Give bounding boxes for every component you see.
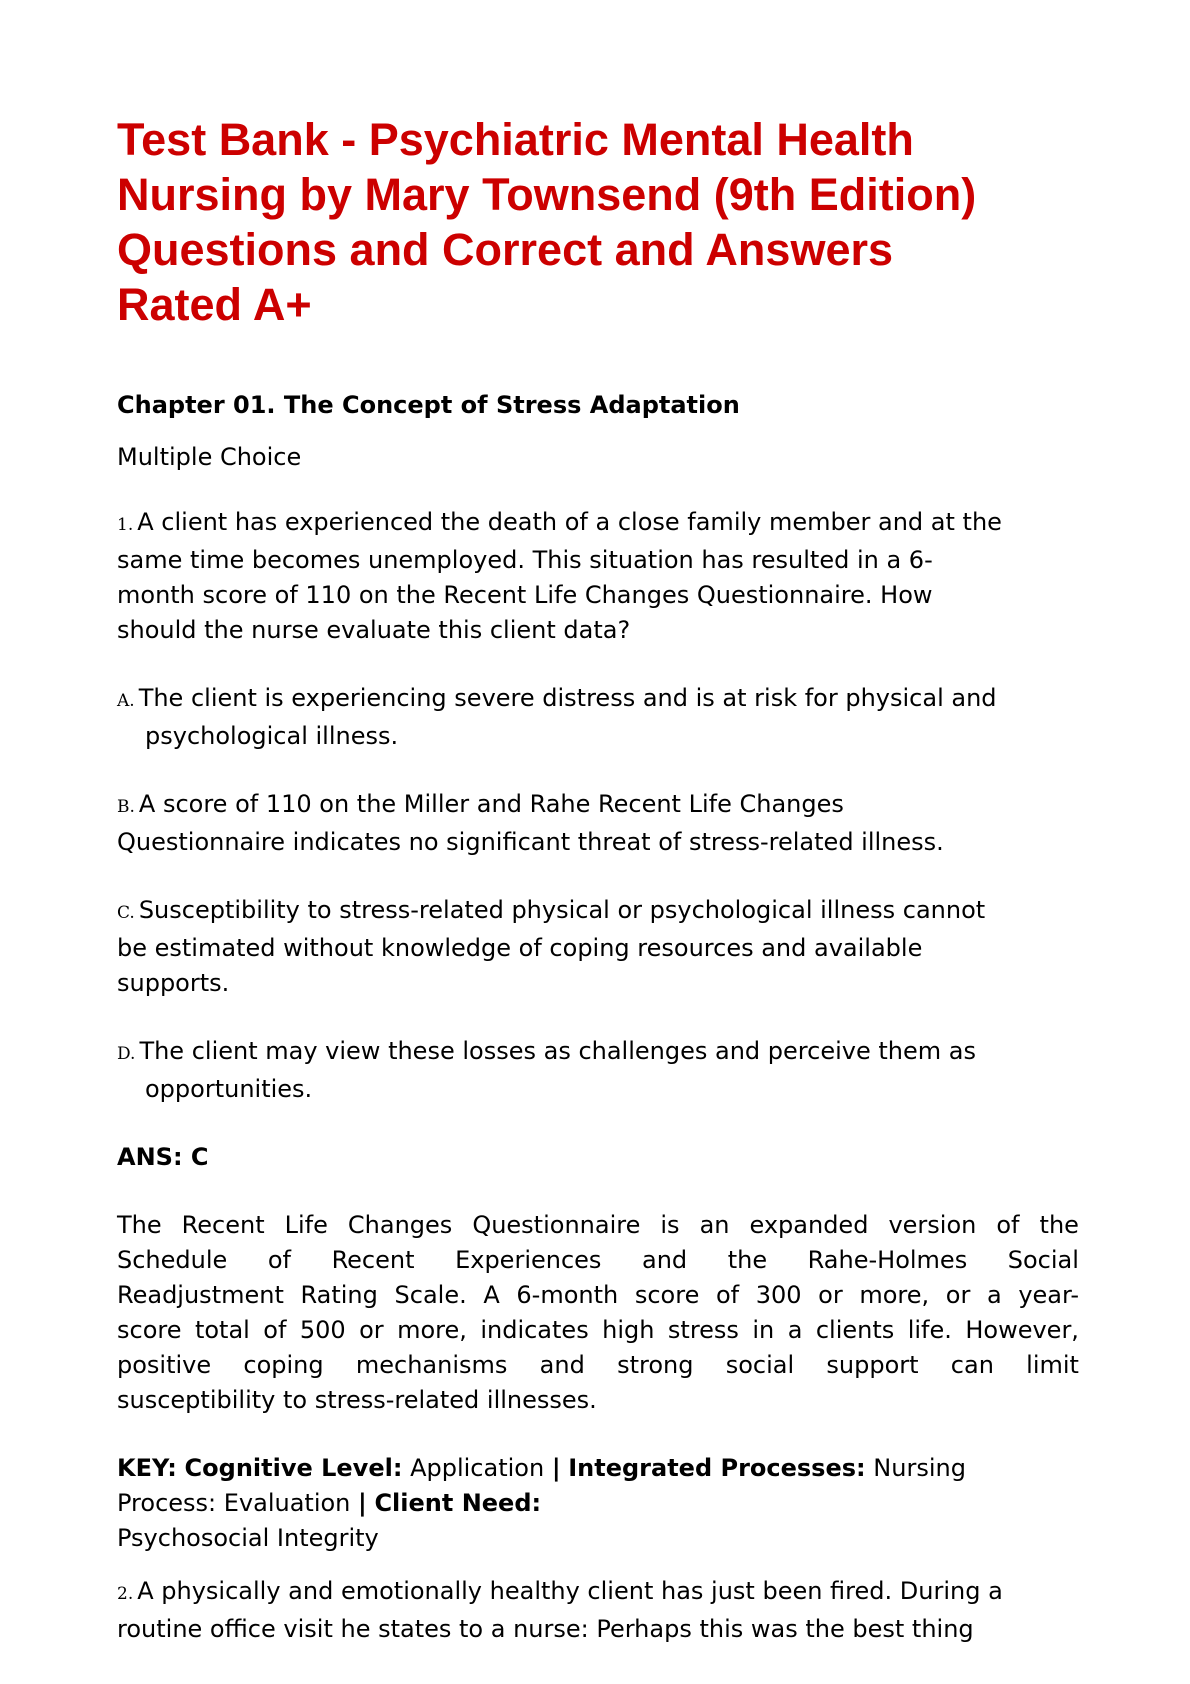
rationale-line: susceptibility to stress-related illnesses.: [117, 1386, 597, 1414]
rationale-word: Questionnaire: [472, 1211, 641, 1239]
rationale-word: in: [752, 1316, 775, 1344]
rationale-word: Changes: [347, 1211, 453, 1239]
key-label: KEY:: [117, 1454, 177, 1482]
integrated-processes-label: Integrated Processes:: [568, 1454, 866, 1482]
rationale-word: year-: [1018, 1281, 1079, 1309]
rationale-word: total: [194, 1316, 250, 1344]
rationale: [117, 1208, 1079, 1418]
rationale-word: more,: [859, 1281, 930, 1309]
rationale-word: Schedule: [117, 1246, 228, 1274]
rationale-word: score: [634, 1281, 700, 1309]
rationale-word: an: [699, 1211, 730, 1239]
question-line: 2. A physically and emotionally healthy client has just been fired. During a: [117, 1577, 1003, 1605]
rationale-line: [117, 1208, 1079, 1243]
rationale-word: The: [117, 1211, 162, 1239]
rationale-word: expanded: [749, 1211, 869, 1239]
rationale-word: life.: [907, 1316, 952, 1344]
rationale-word: the: [1039, 1211, 1079, 1239]
cognitive-level-label: Cognitive Level:: [184, 1454, 403, 1482]
integrated-processes-value: Process: Evaluation: [117, 1489, 351, 1517]
question-line: same time becomes unemployed. This situation has resulted in a 6-: [117, 546, 933, 574]
choice-b: B. A score of 110 on the Miller and Rahe Recent Life Changes Questionnaire indicates no significant threat of stress-related illness.: [117, 790, 944, 856]
client-need-label: Client Need:: [374, 1489, 542, 1517]
rationale-word: strong: [617, 1351, 694, 1379]
rationale-word: a: [986, 1281, 1002, 1309]
choice-letter: D.: [117, 1044, 136, 1064]
rationale-word: Social: [1007, 1246, 1079, 1274]
key-metadata: [117, 1451, 1077, 1556]
question-number: 1.: [117, 515, 134, 535]
choice-a: A. The client is experiencing severe distress and is at risk for physical and psychological illness.: [117, 684, 997, 750]
rationale-word: coping: [243, 1351, 324, 1379]
rationale-line: [117, 1243, 1079, 1278]
rationale-word: of: [267, 1246, 291, 1274]
rationale-word: version: [888, 1211, 977, 1239]
question-line: should the nurse evaluate this client data?: [117, 616, 631, 644]
rationale-word: support: [826, 1351, 919, 1379]
page-content: [117, 112, 1077, 1647]
rationale-word: mechanisms: [355, 1351, 508, 1379]
rationale-word: more,: [397, 1316, 467, 1344]
rationale-word: A: [483, 1281, 500, 1309]
rationale-word: or: [945, 1281, 971, 1309]
question-line: month score of 110 on the Recent Life Changes Questionnaire. How: [117, 581, 933, 609]
rationale-word: limit: [1026, 1351, 1079, 1379]
question-number: 2.: [117, 1584, 134, 1604]
document-title: [117, 112, 1077, 332]
answer: ANS: C: [117, 1143, 209, 1171]
choice-letter: A.: [117, 691, 135, 711]
rationale-word: and: [641, 1246, 688, 1274]
title-line: Rated A+: [117, 279, 312, 330]
rationale-word: Readjustment: [117, 1281, 284, 1309]
rationale-word: the: [727, 1246, 768, 1274]
rationale-word: stress: [667, 1316, 739, 1344]
rationale-word: or: [359, 1316, 384, 1344]
separator: |: [358, 1489, 367, 1517]
rationale-word: is: [660, 1211, 680, 1239]
cognitive-level-value: Application: [410, 1454, 545, 1482]
title-line: Nursing by Mary Townsend (9th Edition): [117, 169, 977, 220]
rationale-word: high: [602, 1316, 655, 1344]
question-line: 1. A client has experienced the death of a close family member and at the: [117, 508, 1002, 536]
rationale-word: indicates: [480, 1316, 589, 1344]
rationale-word: a: [787, 1316, 803, 1344]
rationale-word: Rahe-Holmes: [807, 1246, 968, 1274]
rationale-word: Recent: [181, 1211, 265, 1239]
choice-letter: C.: [117, 903, 135, 923]
title-line: Test Bank - Psychiatric Mental Health: [117, 114, 914, 165]
rationale-word: 6-month: [516, 1281, 619, 1309]
rationale-word: Experiences: [455, 1246, 602, 1274]
question-2: [117, 1574, 1077, 1647]
rationale-word: can: [950, 1351, 994, 1379]
choice-c: C. Susceptibility to stress-related physical or psychological illness cannot be estimated without knowledge of coping resources and available supports.: [117, 896, 986, 997]
rationale-word: 300: [755, 1281, 802, 1309]
rationale-word: However,: [965, 1316, 1079, 1344]
rationale-word: Rating: [300, 1281, 378, 1309]
chapter-heading: Chapter 01. The Concept of Stress Adaptation: [117, 391, 740, 419]
separator: |: [551, 1454, 561, 1482]
rationale-word: or: [818, 1281, 843, 1309]
rationale-word: of: [996, 1211, 1020, 1239]
rationale-word: 500: [299, 1316, 346, 1344]
client-need-value: Psychosocial Integrity: [117, 1524, 379, 1552]
rationale-word: and: [539, 1351, 585, 1379]
title-line: Questions and Correct and Answers: [117, 224, 894, 275]
rationale-word: positive: [117, 1351, 212, 1379]
integrated-processes-value: Nursing: [873, 1454, 966, 1482]
rationale-word: clients: [815, 1316, 895, 1344]
rationale-line: [117, 1278, 1079, 1313]
rationale-line: [117, 1348, 1079, 1383]
rationale-word: score: [117, 1316, 182, 1344]
rationale-word: of: [263, 1316, 287, 1344]
question-1: [117, 505, 1077, 648]
rationale-word: of: [715, 1281, 740, 1309]
rationale-word: Life: [284, 1211, 328, 1239]
choice-d: D. The client may view these losses as challenges and perceive them as opportunities.: [117, 1037, 976, 1103]
rationale-word: Scale.: [394, 1281, 467, 1309]
rationale-word: social: [725, 1351, 795, 1379]
section-label: Multiple Choice: [117, 443, 302, 471]
rationale-word: Recent: [331, 1246, 415, 1274]
question-line: routine office visit he states to a nurse: Perhaps this was the best thing: [117, 1615, 974, 1643]
choice-letter: B.: [117, 797, 135, 817]
rationale-line: [117, 1313, 1079, 1348]
